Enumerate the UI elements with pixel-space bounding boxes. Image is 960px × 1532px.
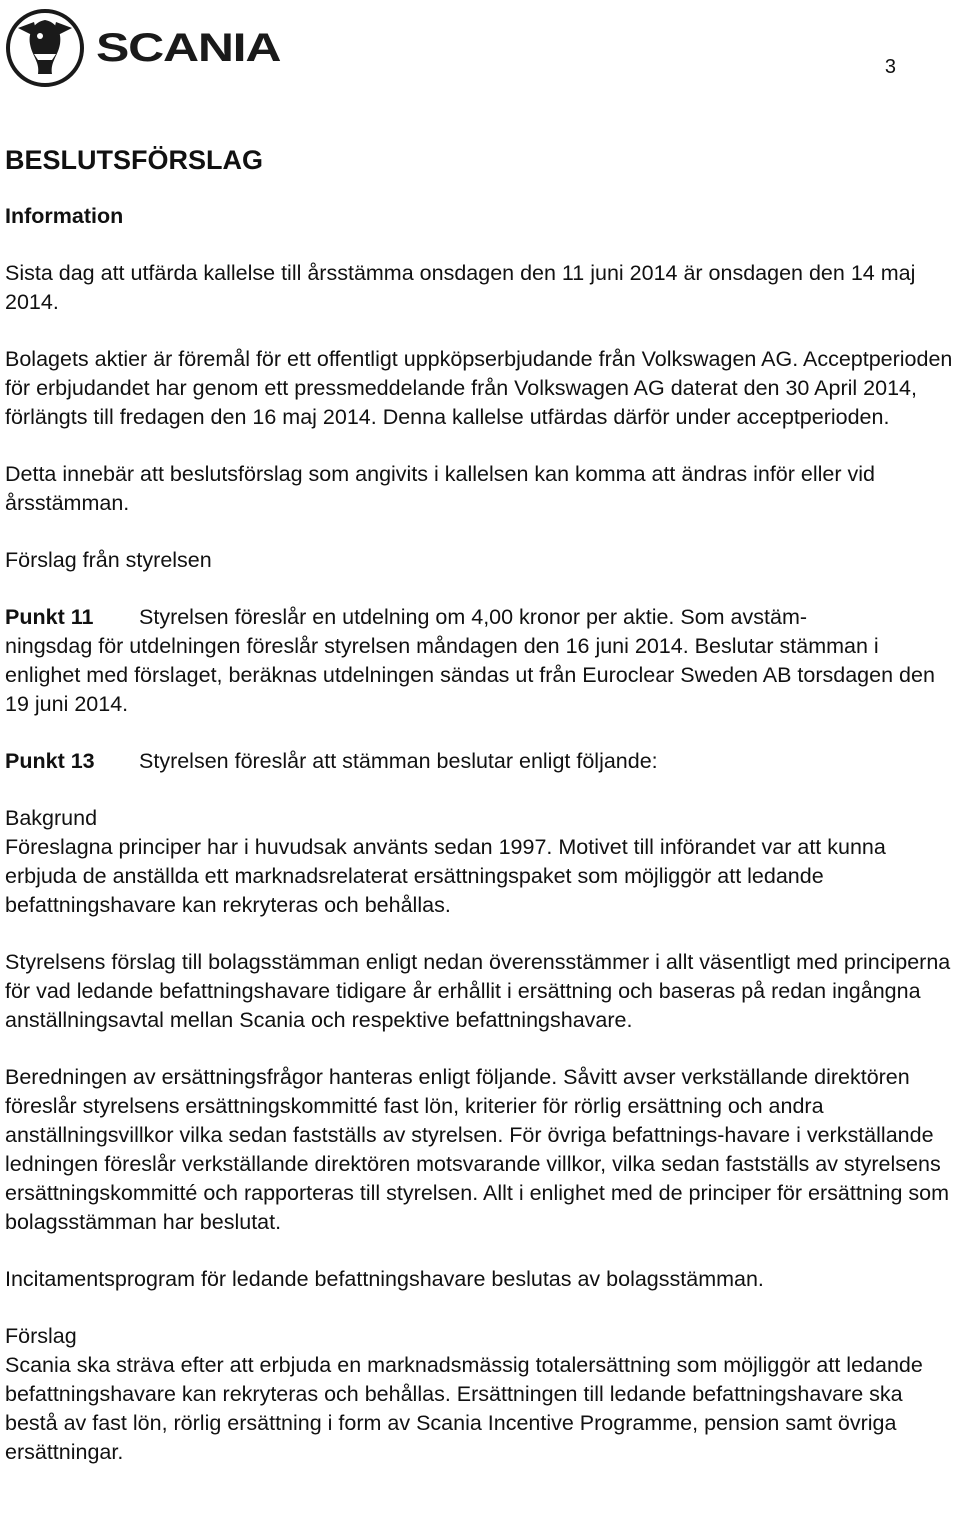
- document-title: BESLUTSFÖRSLAG: [5, 145, 264, 175]
- punkt-11-item: [5, 603, 955, 632]
- forslag-paragraph-1: Scania ska sträva efter att erbjuda en marknadsmässig totalersättning som möjliggör att ledande befattningshavare kan rekryteras och behållas. Ersättningen till ledande befattningshavare ska bestå av fast lön, rörlig ersättning i form av Scania Incentive Programme, pension samt övriga ersättningar.: [5, 1353, 923, 1464]
- punkt-11-first-line: Styrelsen föreslår en utdelning om 4,00 kronor per aktie. Som avstäm-: [139, 605, 808, 629]
- bakgrund-paragraph-4: Incitamentsprogram för ledande befattningshavare beslutas av bolagsstämman.: [5, 1267, 764, 1291]
- information-paragraph-3: Detta innebär att beslutsförslag som angivits i kallelsen kan komma att ändras inför eller vid årsstämman.: [5, 462, 875, 515]
- punkt-13-text: Styrelsen föreslår att stämman beslutar enligt följande:: [139, 749, 658, 773]
- forslag-heading: Förslag: [5, 1324, 77, 1348]
- page-number: 3: [884, 56, 896, 78]
- punkt-13-label: Punkt 13: [5, 749, 95, 773]
- bakgrund-paragraph-3: Beredningen av ersättningsfrågor hanteras enligt följande. Såvitt avser verkställande direktören föreslår styrelsens ersättningskommitté fast lön, kriterier för rörlig ersättning och andra anställningsvillkor vilka sedan fastställs av styrelsen. För övriga befattnings-havare i verkställande ledningen föreslår verkställande direktören motsvarande villkor, vilka sedan fastställs av styrelsens ersättningskommitté och rapporteras till styrelsen. Allt i enlighet med de principer för ersättning som bolagsstämman har beslutat.: [5, 1065, 950, 1234]
- information-heading: Information: [5, 204, 124, 228]
- proposal-heading: Förslag från styrelsen: [5, 548, 212, 572]
- punkt-13-item: [5, 747, 955, 776]
- punkt-11-text: ningsdag för utdelningen föreslår styrelsen måndagen den 16 juni 2014. Beslutar stämman i enlighet med förslaget, beräknas utdelningen sändas ut från Euroclear Sweden AB torsdagen den 19 juni 2014.: [5, 634, 935, 716]
- bakgrund-heading: Bakgrund: [5, 806, 98, 830]
- punkt-11-label: Punkt 11: [5, 605, 94, 629]
- information-paragraph-1: Sista dag att utfärda kallelse till årsstämma onsdagen den 11 juni 2014 är onsdagen den 14 maj 2014.: [5, 261, 916, 314]
- information-paragraph-2: Bolagets aktier är föremål för ett offentligt uppköpserbjudande från Volkswagen AG. Acceptperioden för erbjudandet har genom ett pressmeddelande från Volkswagen AG daterat den 30 April 2014, förlängts till fredagen den 16 maj 2014. Denna kallelse utfärdas därför under acceptperioden.: [5, 347, 953, 429]
- logo-wordmark: SCANIA: [96, 25, 281, 70]
- bakgrund-paragraph-2: Styrelsens förslag till bolagsstämman enligt nedan överensstämmer i allt väsentligt med principerna för vad ledande befattningshavare tidigare år erhållit i ersättning och baseras på redan ingångna anställningsavtal mellan Scania och respektive befattningshavare.: [5, 950, 951, 1032]
- bakgrund-paragraph-1: Föreslagna principer har i huvudsak använts sedan 1997. Motivet till införandet var att kunna erbjuda de anställda ett marknadsrelaterat ersättningspaket som möjliggör att ledande befattningshavare kan rekryteras och behållas.: [5, 835, 886, 917]
- scania-logo: [4, 8, 281, 88]
- document-body: [5, 140, 955, 1467]
- griffin-emblem-icon: [4, 8, 86, 88]
